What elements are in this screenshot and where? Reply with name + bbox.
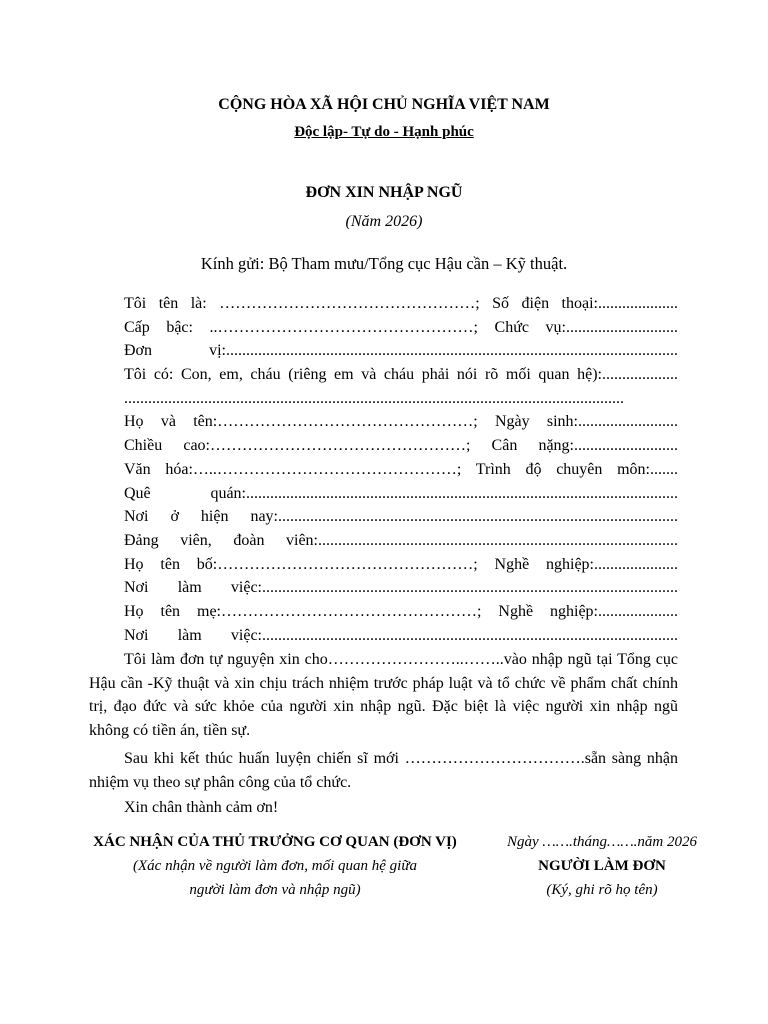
thanks-paragraph [89, 796, 678, 820]
unit-confirmation-block [70, 830, 480, 902]
body-paragraph-1 [89, 648, 678, 743]
applicant-note: (Ký, ghi rõ họ tên) [546, 882, 658, 898]
national-motto: Độc lập- Tự do - Hạnh phúc [294, 124, 474, 140]
field-education-qualification: Văn hóa:…..………………………………………; Trình độ chuyên môn:....... [124, 460, 678, 478]
document-year: (Năm 2026) [345, 213, 423, 230]
field-name-phone: Tôi tên là: …………………………………………; Số điện thoại:.................... [124, 295, 678, 312]
unit-confirmation-title: XÁC NHẬN CỦA THỦ TRƯỞNG CƠ QUAN (ĐƠN VỊ) [93, 834, 457, 850]
body-paragraph-2 [89, 747, 678, 794]
field-relation: Tôi có: Con, em, cháu (riêng em và cháu phải nói rõ mối quan hệ):................... [124, 366, 678, 384]
field-mother-name-occupation: Họ tên mẹ:…………………………………………; Nghề nghiệp:.................... [124, 602, 678, 620]
applicant-title: NGƯỜI LÀM ĐƠN [538, 858, 666, 874]
date-line: Ngày …….tháng…….năm 2026 [506, 834, 697, 850]
recipient-line: Kính gửi: Bộ Tham mưu/Tổng cục Hậu cần – Kỹ thuật. [200, 254, 568, 273]
field-father-name-occupation: Họ tên bố:…………………………………………; Nghề nghiệp:..................... [124, 555, 678, 573]
field-relation-continued: ............................................................................................................................. [124, 389, 624, 407]
field-current-residence: Nơi ở hiện nay:.................................................................................................... [124, 508, 678, 526]
field-father-workplace: Nơi làm việc:........................................................................................................ [124, 579, 678, 597]
document-title: ĐƠN XIN NHẬP NGŨ [305, 184, 463, 201]
applicant-signature-block [486, 830, 718, 902]
national-title: CỘNG HÒA XÃ HỘI CHỦ NGHĨA VIỆT NAM [218, 96, 550, 113]
field-fullname-birthdate: Họ và tên:…………………………………………; Ngày sinh:......................... [124, 413, 678, 431]
commitment-paragraph: Sau khi kết thúc huấn luyện chiến sĩ mới …………………………….sẵn sàng nhận nhiệm vụ theo sự phân công của tổ chức. [89, 750, 678, 791]
unit-confirmation-note-1: (Xác nhận về người làm đơn, mối quan hệ giữa [133, 858, 417, 874]
field-mother-workplace: Nơi làm việc:........................................................................................................ [124, 626, 678, 644]
field-unit: Đơn vị:................................................................................................................. [124, 342, 678, 360]
field-hometown: Quê quán:............................................................................................................ [124, 484, 678, 502]
thanks-text: Xin chân thành cảm ơn! [124, 799, 279, 816]
unit-confirmation-note-2: người làm đơn và nhập ngũ) [189, 882, 361, 898]
field-party-union-member: Đảng viên, đoàn viên:.......................................................................................... [124, 531, 678, 549]
request-paragraph: Tôi làm đơn tự nguyện xin cho……………………..……..vào nhập ngũ tại Tổng cục Hậu cần -Kỹ thuật và xin chịu trách nhiệm trước pháp luật và tổ chức về phẩm chất chính trị, đạo đức và sức khỏe của người xin nhập ngũ. Đặc biệt là việc người xin nhập ngũ không có tiền án, tiền sự. [89, 651, 678, 740]
field-height-weight: Chiều cao:…………………………………………; Cân nặng:.......................... [124, 437, 678, 455]
form-fields [124, 292, 678, 647]
field-rank-position: Cấp bậc: ..…………………………………………; Chức vụ:............................ [124, 318, 678, 336]
